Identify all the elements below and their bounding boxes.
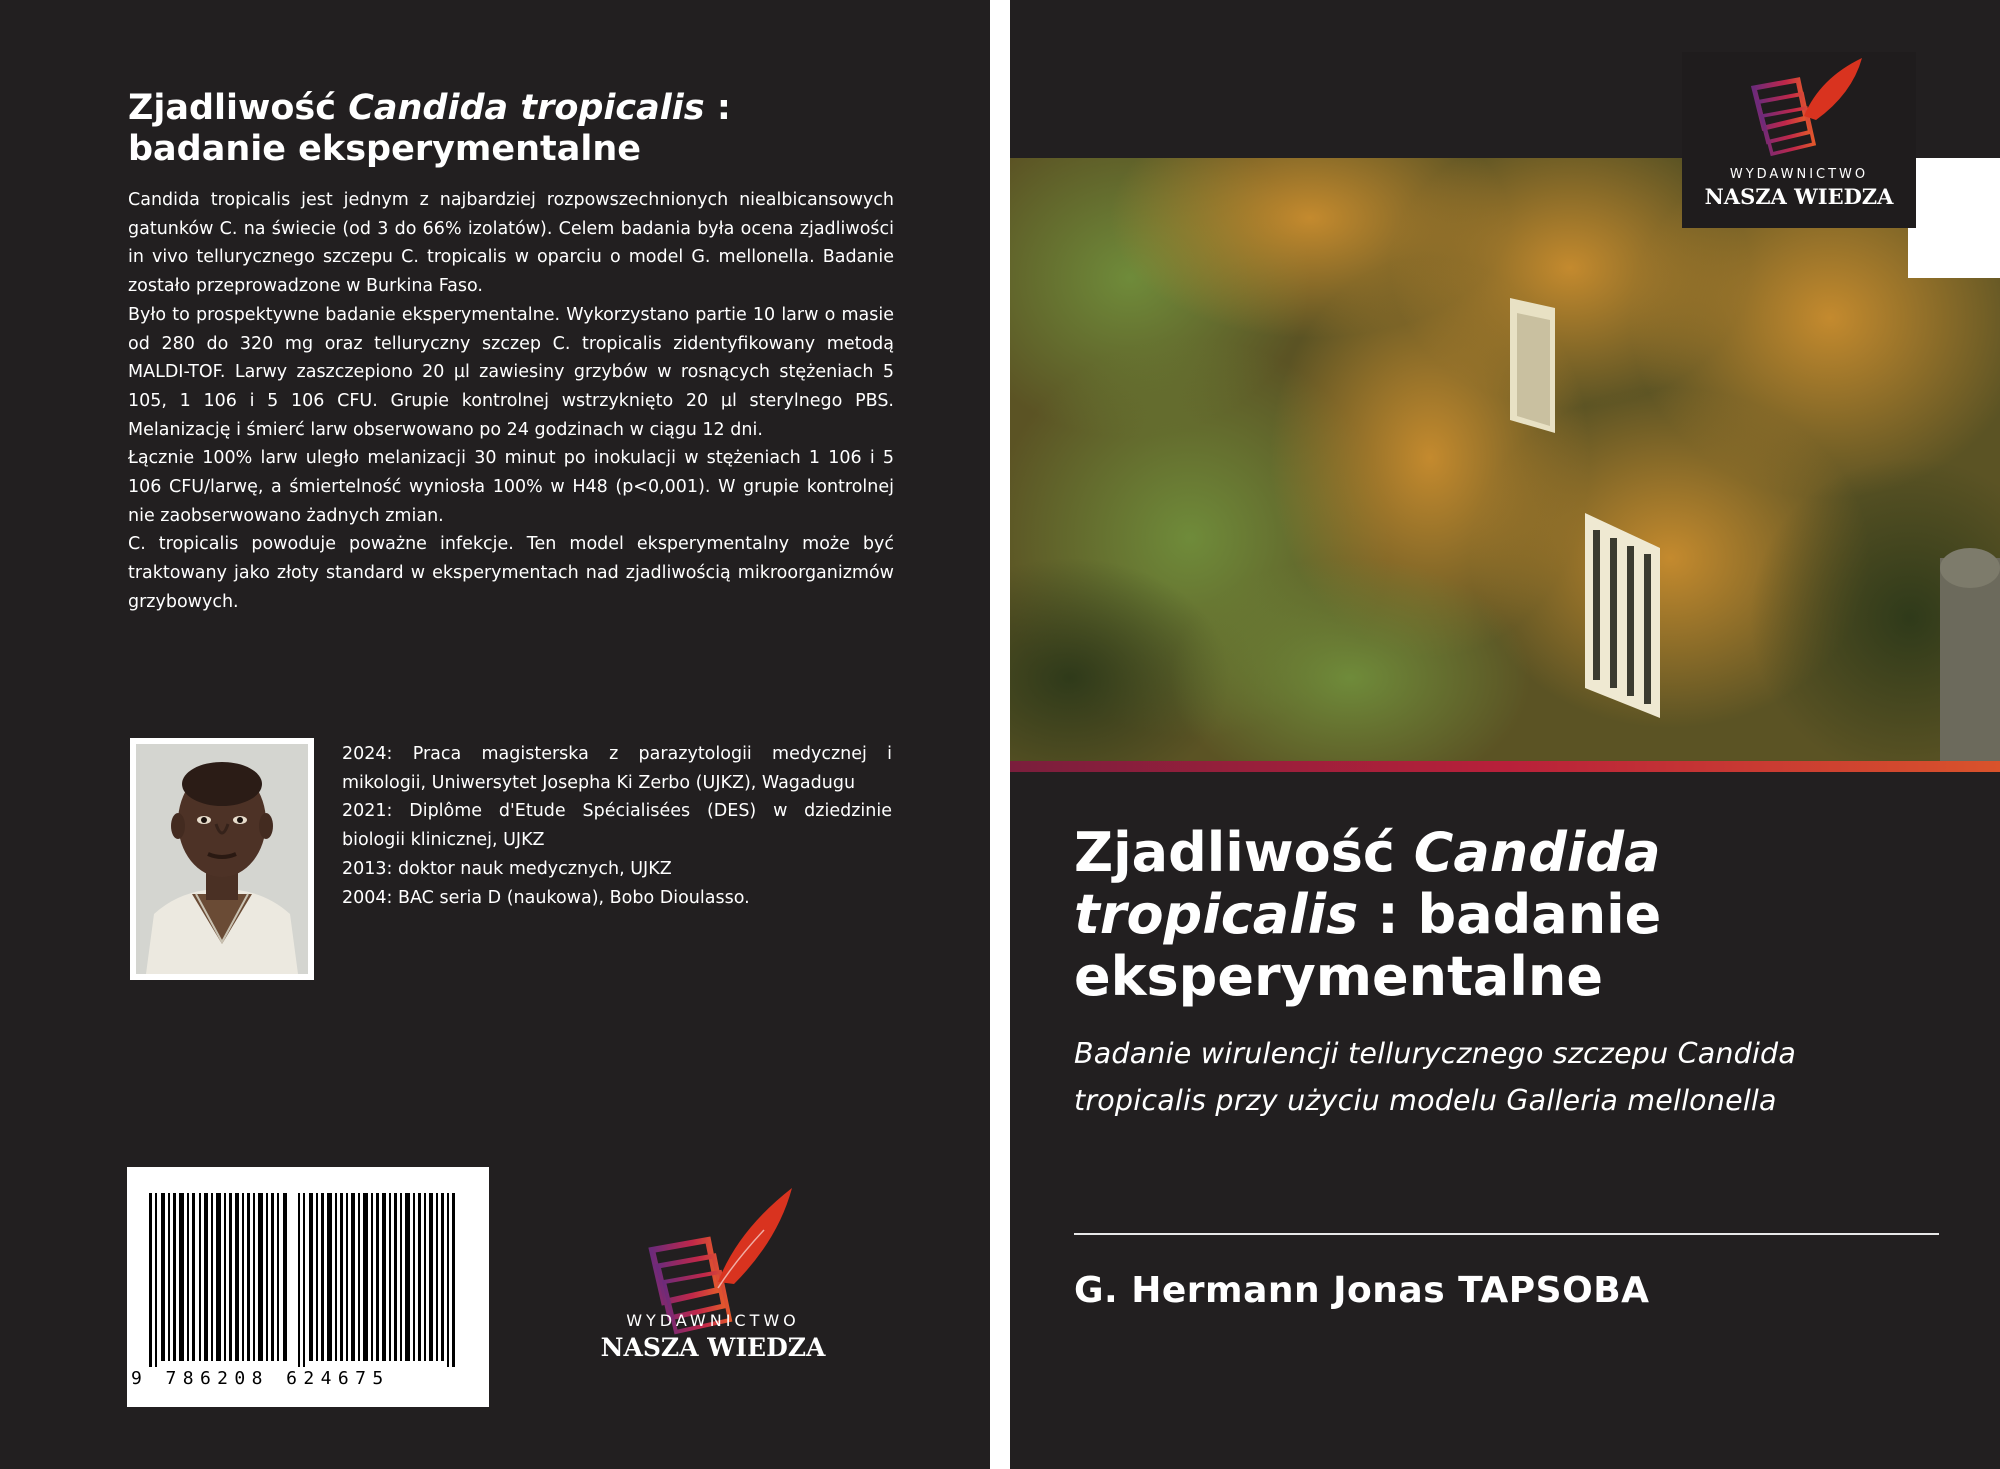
barcode-number: 9 786208 624675 (131, 1368, 390, 1389)
book-feather-icon (1682, 52, 1916, 228)
back-title-rest: : badanie eksperymentalne (128, 88, 731, 169)
photo-corner (1908, 158, 2000, 278)
publisher-line1: WYDAWNICTWO (1729, 167, 1869, 182)
barcode-bars (127, 1167, 489, 1367)
front-title-rest: : badanie eksperymentalne (1074, 883, 1662, 1008)
publisher-line2: NASZA WIEDZA (600, 1333, 826, 1362)
bio-entry: 2013: doktor nauk medycznych, UJKZ (342, 858, 672, 879)
accent-stripe (1010, 761, 2000, 772)
publisher-line2: NASZA WIEDZA (1704, 184, 1894, 209)
abstract-paragraph: C. tropicalis powoduje poważne infekcje. Ten model eksperymentalny może być traktowany jako złoty standard w eksperymentach nad zjadliwością mikroorganizmów grzybowych. (128, 534, 894, 612)
back-cover-title (128, 88, 898, 170)
author-photo (130, 738, 314, 980)
bio-entry: 2021: Diplôme d'Etude Spécialisées (DES) w dziedzinie biologii klinicznej, UJKZ (342, 801, 892, 851)
author-name: G. Hermann Jonas TAPSOBA (1074, 1270, 1650, 1311)
back-title-italic: Candida tropicalis (348, 88, 705, 128)
bio-entry: 2024: Praca magisterska z parazytologii medycznej i mikologii, Uniwersytet Josepha Ki Zerbo (UJKZ), Wagadugu (342, 744, 892, 793)
abstract (128, 186, 894, 617)
front-subtitle: Badanie wirulencji tellurycznego szczepu Candida tropicalis przy użyciu modelu Galleria mellonella (1074, 1037, 1797, 1117)
cover-photo-ivy-building (1010, 158, 2000, 761)
front-cover-title (1074, 822, 1954, 1008)
book-feather-icon (568, 1170, 858, 1370)
publisher-line1: WYDAWNICTWO (626, 1311, 800, 1330)
front-title-plain: Zjadliwość (1074, 821, 1395, 884)
front-cover (1010, 0, 2000, 1469)
abstract-paragraph: Łącznie 100% larw uległo melanizacji 30 minut po inokulacji w stężeniach 1 106 i 5 106 CFU/larwę, a śmiertelność wyniosła 100% w H48 (p<0,001). W grupie kontrolnej nie zaobserwowano żadnych zmian. (128, 448, 894, 526)
window-upper (1510, 298, 1555, 433)
window-lower (1585, 513, 1660, 718)
back-title-plain: Zjadliwość (128, 88, 337, 128)
barcode (127, 1167, 489, 1407)
divider (1074, 1233, 1939, 1235)
front-title-italic: tropicalis (1074, 883, 1359, 946)
back-cover (0, 0, 990, 1469)
abstract-paragraph: Candida tropicalis jest jednym z najbardziej rozpowszechnionych niealbicansowych gatunków C. na świecie (od 3 do 66% izolatów). Celem badania była ocena zjadliwości in vivo tellurycznego szczepu C. tropicalis w oparciu o model G. mellonella. Badanie zostało przeprowadzone w Burkina Faso. (128, 190, 894, 297)
front-title-italic: Candida (1413, 821, 1661, 884)
publisher-logo-back (568, 1170, 858, 1370)
abstract-paragraph: Było to prospektywne badanie eksperymentalne. Wykorzystano partie 10 larw o masie od 280 do 320 mg oraz telluryczny szczep C. tropicalis zidentyfikowany metodą MALDI-TOF. Larwy zaszczepiono 20 µl zawiesiny grzybów w rosnących stężeniach 5 105, 1 106 i 5 106 CFU. Grupie kontrolnej wstrzyknięto 20 µl sterylnego PBS. Melanizację i śmierć larw obserwowano po 24 godzinach w ciągu 12 dni. (128, 304, 894, 440)
publisher-logo-front (1682, 52, 1916, 228)
author-bio (342, 740, 892, 912)
bio-entry: 2004: BAC seria D (naukowa), Bobo Dioulasso. (342, 887, 750, 908)
